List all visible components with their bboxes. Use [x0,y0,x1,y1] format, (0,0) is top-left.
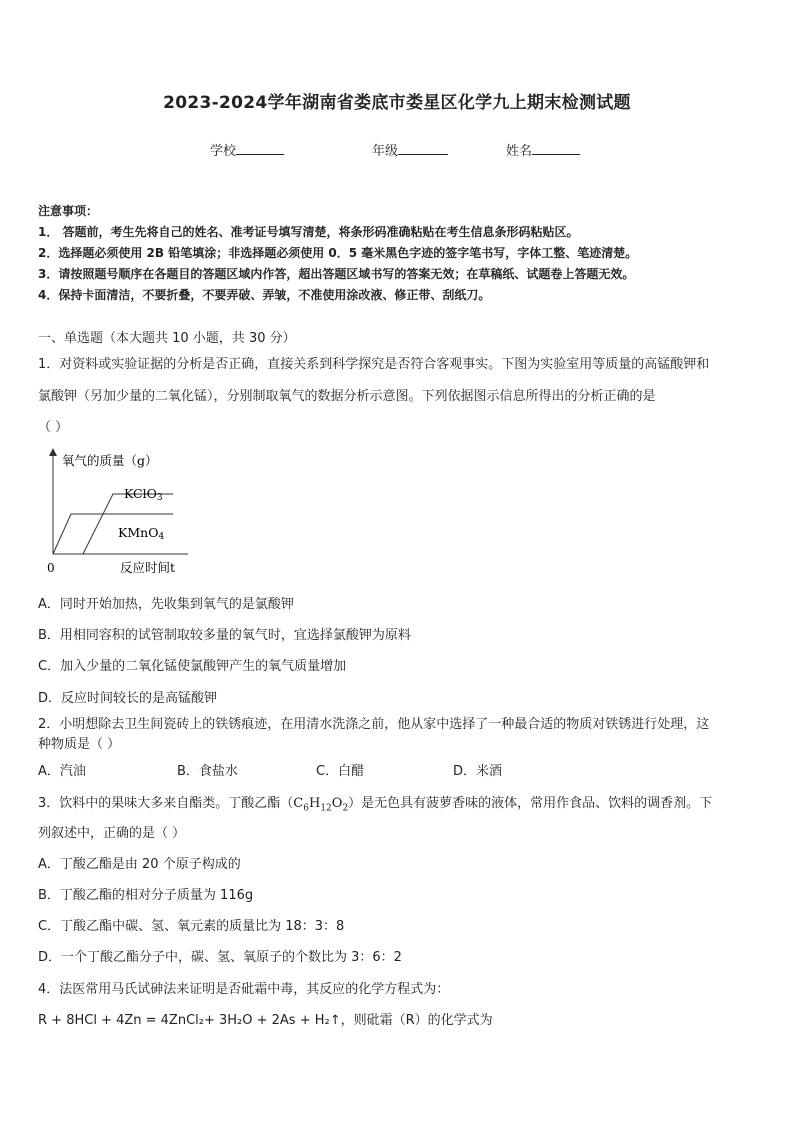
q3-stem-line-2: 列叙述中，正确的是（ ） [38,826,186,841]
q1-option-d[interactable]: D．反应时间较长的是高锰酸钾 [38,691,218,706]
oxygen-mass-chart [38,446,198,578]
q4-equation: R + 8HCl + 4Zn = 4ZnCl₂+ 3H₂O + 2As + H₂↑，则砒霜（R）的化学式为 [38,1013,493,1028]
name-label: 姓名 [506,144,533,159]
q3-option-b[interactable]: B．丁酸乙酯的相对分子质量为 116g [38,888,254,903]
q3-option-c[interactable]: C．丁酸乙酯中碳、氢、氧元素的质量比为 18：3：8 [38,919,345,934]
name-blank[interactable] [532,140,580,155]
q1-stem-line-2: 氯酸钾（另加少量的二氧化锰），分别制取氧气的数据分析示意图。下列依据图示信息所得出的分析正确的是 [38,389,656,404]
note-item: 4．保持卡面清洁，不要折叠，不要弄破、弄皱，不准使用涂改液、修正带、刮纸刀。 [38,288,491,302]
grade-blank[interactable] [398,140,448,155]
q2-stem-line-2: 种物质是（ ） [38,737,121,752]
q1-option-c[interactable]: C．加入少量的二氧化锰使氯酸钾产生的氧气质量增加 [38,659,347,674]
q4-stem-line-1: 4．法医常用马氏试砷法来证明是否砒霜中毒，其反应的化学方程式为： [38,982,450,997]
series-label-kmno4: KMnO4 [118,525,165,542]
note-item: 3．请按照题号顺序在各题目的答题区域内作答，超出答题区域书写的答案无效；在草稿纸、试题卷上答题无效。 [38,267,635,281]
q3-option-d[interactable]: D．一个丁酸乙酯分子中，碳、氢、氧原子的个数比为 3：6：2 [38,950,402,965]
grade-field[interactable] [372,140,448,159]
q3-stem-line-1 [38,792,712,814]
name-field[interactable] [506,140,580,159]
notes-heading: 注意事项： [38,204,99,218]
q1-option-b[interactable]: B．用相同容积的试管制取较多量的氧气时，宜选择氯酸钾为原料 [38,628,411,643]
page-title: 2023-2024学年湖南省娄底市娄星区化学九上期末检测试题 [163,93,631,113]
q2-stem-line-1: 2．小明想除去卫生间瓷砖上的铁锈痕迹，在用清水洗涤之前，他从家中选择了一种最合适的物质对铁锈进行处理，这 [38,717,710,732]
q3-stem-part-a: 3．饮料中的果味大多来自酯类。丁酸乙酯（ [38,796,294,811]
series-line-kclo3 [83,494,173,554]
q2-option-b[interactable]: B．食盐水 [177,764,238,779]
q1-stem-line-1: 1．对资料或实验证据的分析是否正确，直接关系到科学探究是否符合客观事实。下图为实验室用等质量的高锰酸钾和 [38,357,710,372]
q2-option-c[interactable]: C．白醋 [316,764,365,779]
school-field[interactable] [210,140,284,159]
section-heading: 一、单选题（本大题共 10 小题，共 30 分） [38,331,296,346]
y-axis-label: 氧气的质量（g） [62,453,158,468]
q3-formula: $C_6H_{12}O_2$ [293,796,349,814]
grade-label: 年级 [372,144,399,159]
x-axis-label: 反应时间t [120,560,176,575]
note-item: 2．选择题必须使用 2B 铅笔填涂；非选择题必须使用 0．5 毫米黑色字迹的签字笔书写，字体工整、笔迹清楚。 [38,246,638,260]
note-item: 1． 答题前，考生先将自己的姓名、准考证号填写清楚，将条形码准确粘贴在考生信息条形码粘贴区。 [38,225,579,239]
q1-option-a[interactable]: A．同时开始加热，先收集到氧气的是氯酸钾 [38,597,294,612]
series-label-kclo3: KClO3 [124,486,163,503]
school-label: 学校 [210,144,237,159]
school-blank[interactable] [236,140,284,155]
origin-label: 0 [47,561,55,575]
q2-option-d[interactable]: D．米酒 [453,764,503,779]
q1-answer-paren: （ ） [38,420,69,435]
q3-option-a[interactable]: A．丁酸乙酯是由 20 个原子构成的 [38,857,241,872]
q3-stem-part-b: ）是无色具有菠萝香味的液体，常用作食品、饮料的调香剂。下 [348,796,713,811]
q2-option-a[interactable]: A．汽油 [38,764,86,779]
